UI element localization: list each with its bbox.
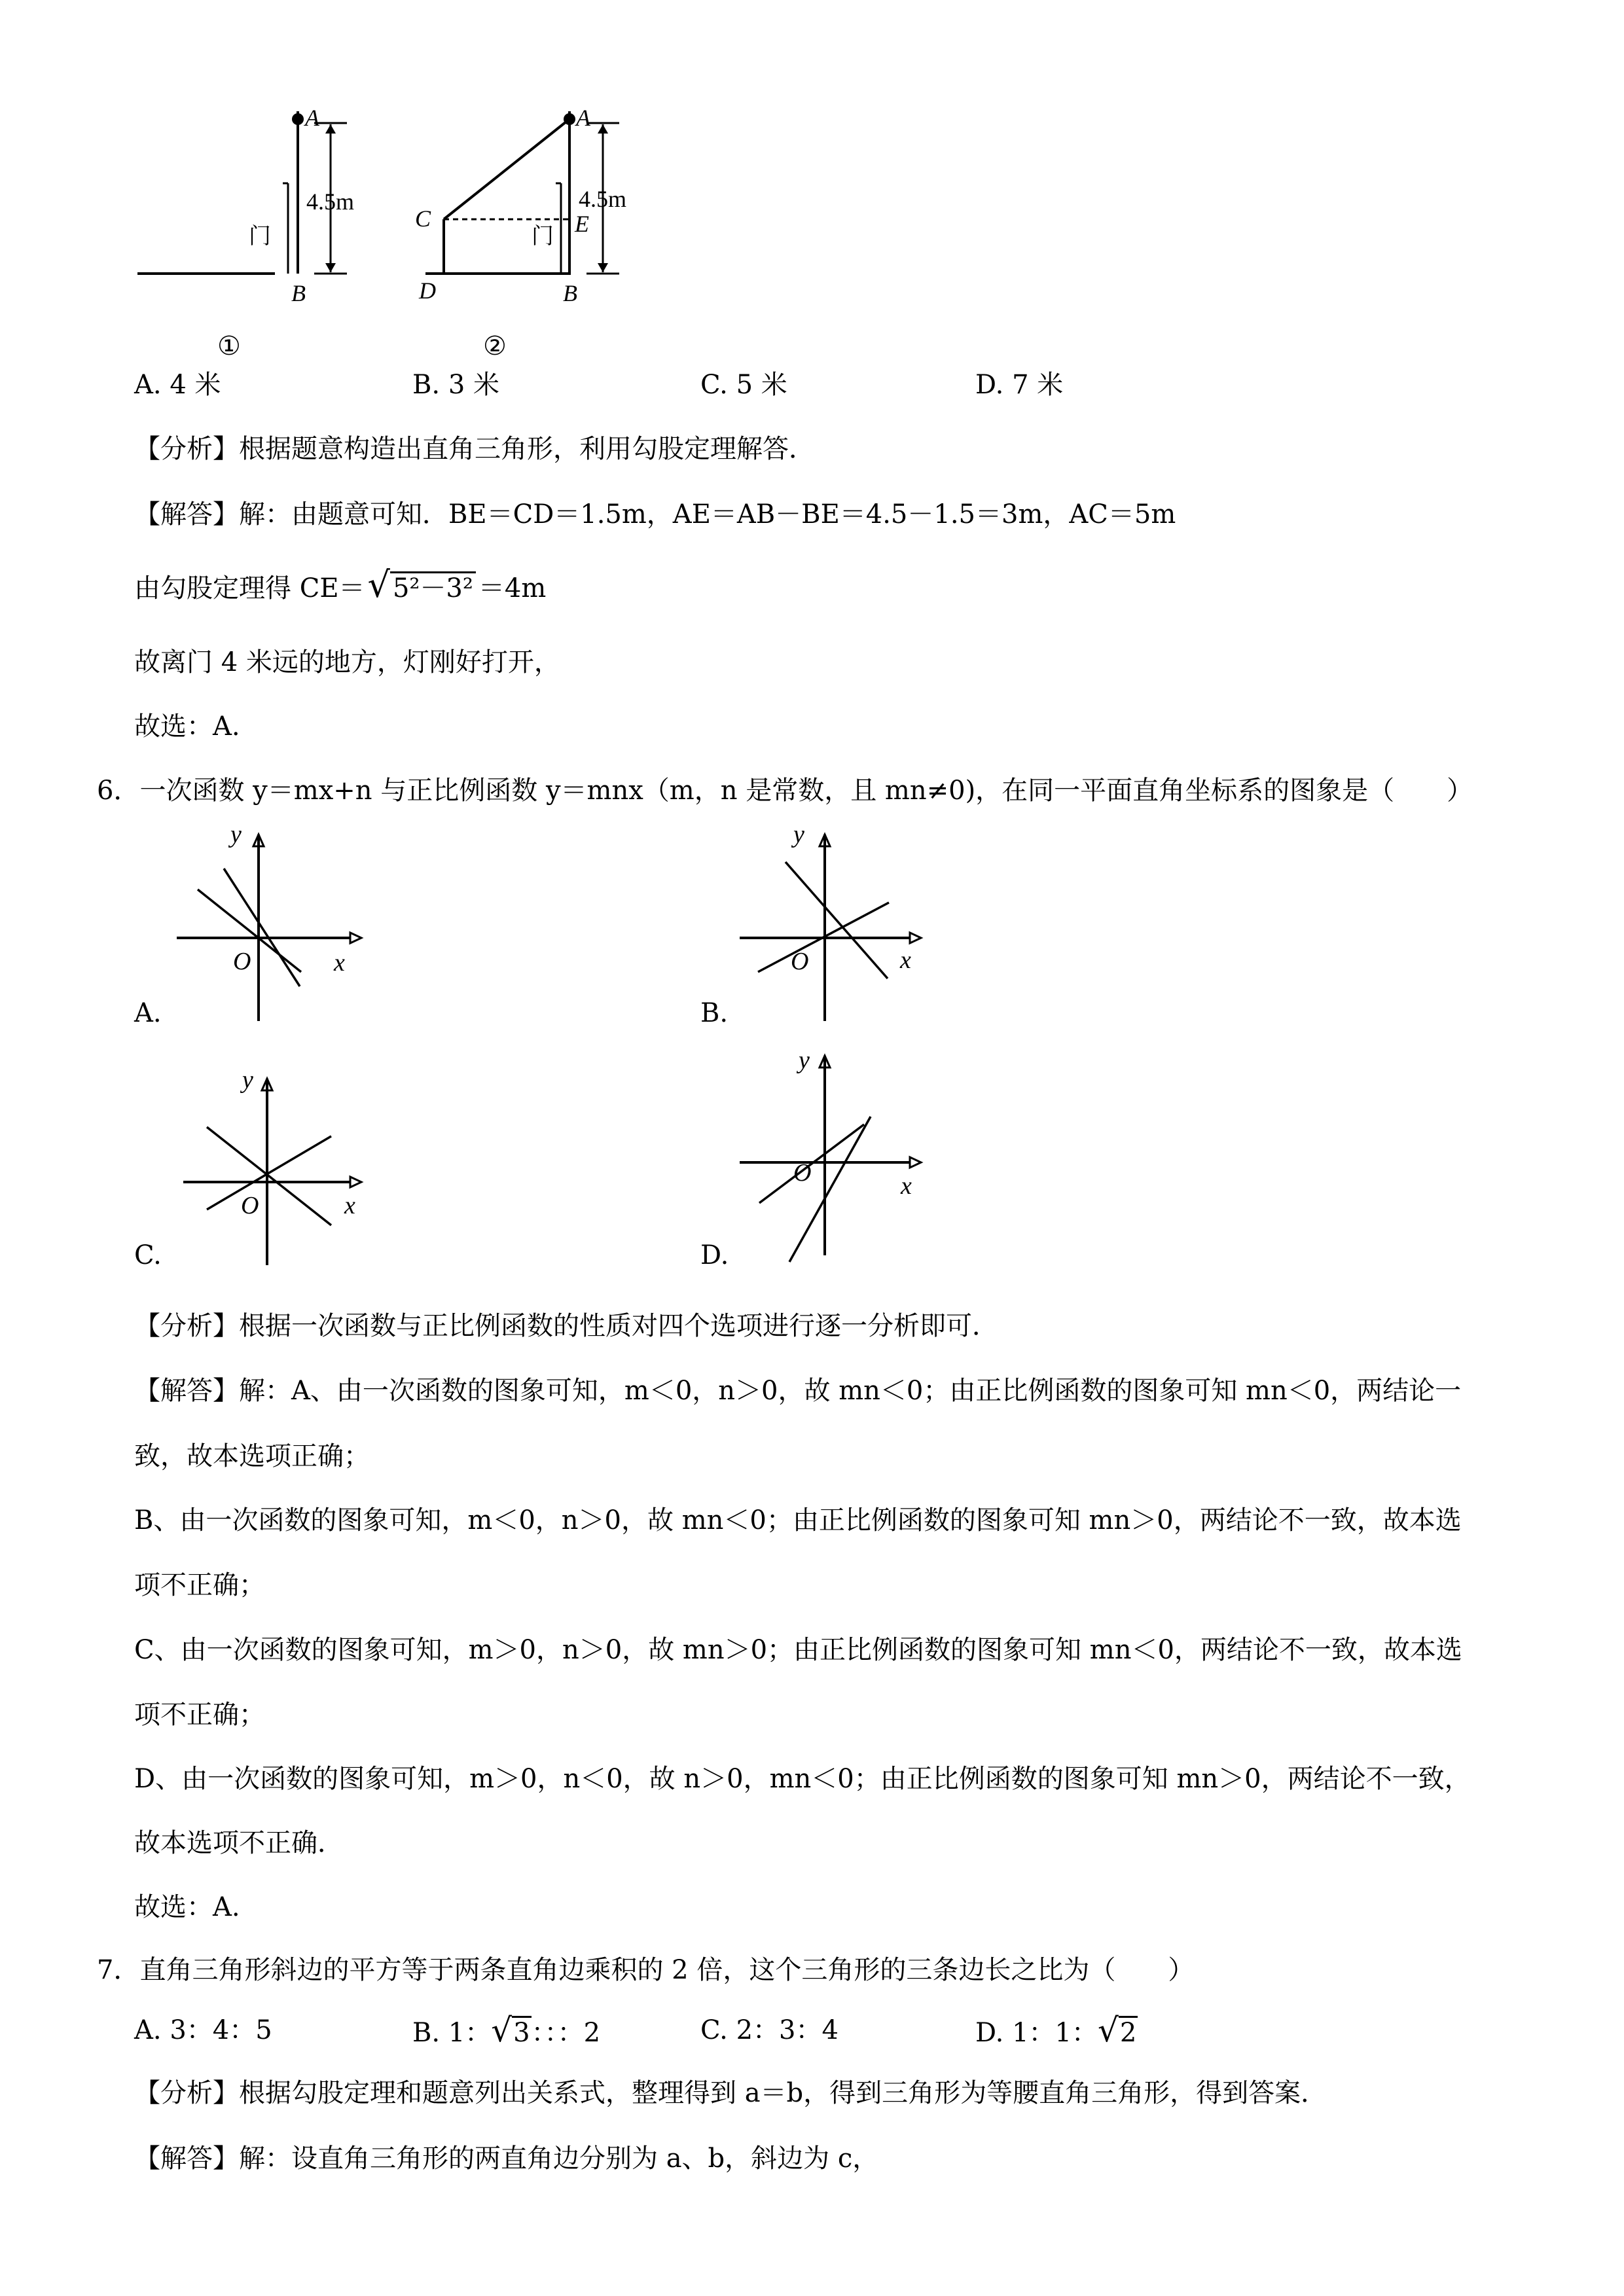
q6-option-c-label: C. [134, 1240, 162, 1270]
graph-c-origin-label: O [241, 1192, 259, 1219]
fig2-label-d: D [419, 278, 436, 304]
q7-option-d-radicand: 2 [1119, 2016, 1138, 2048]
graph-d-y-axis-label: y [799, 1047, 810, 1074]
q7-option-b-prefix: B. 1： [412, 2018, 492, 2048]
graph-a-origin-label: O [233, 948, 251, 975]
q5-figure-2 [406, 105, 655, 367]
q5-option-a: A. 4 米 [134, 370, 221, 400]
q5-option-b: B. 3 米 [412, 370, 499, 400]
q6-solution-line-2: 致，故本选项正确； [134, 1441, 370, 1471]
q5-solution-2-prefix: 由勾股定理得 CE＝ [134, 573, 365, 603]
fig2-label-b: B [563, 280, 577, 306]
q6-solution-line-4: 项不正确； [134, 1570, 265, 1600]
q5-analysis: 【分析】根据题意构造出直角三角形，利用勾股定理解答． [134, 434, 815, 464]
q6-option-b-label: B. [700, 998, 729, 1028]
graph-b-origin-label: O [791, 948, 809, 975]
q6-solution-line-3: B、由一次函数的图象可知，m＜0，n＞0，故 mn＜0；由正比例函数的图象可知 mn＞0，两结论不一致，故本选 [134, 1505, 1462, 1535]
fig2-label-c: C [415, 206, 431, 232]
q7-stem: 7．直角三角形斜边的平方等于两条直角边乘积的 2 倍，这个三角形的三条边长之比为（ ） [97, 1955, 1195, 1985]
q6-answer: 故选：A. [134, 1892, 240, 1922]
q7-option-b-radicand: 3 [512, 2016, 531, 2048]
q6-solution-line-7: D、由一次函数的图象可知，m＞0，n＜0，故 n＞0，mn＜0；由正比例函数的图象可知 mn＞0，两结论不一致， [134, 1764, 1471, 1794]
graph-a-x-axis-label: x [334, 949, 345, 977]
q7-option-c: C. 2：3：4 [700, 2015, 839, 2045]
graph-b-x-axis-label: x [900, 946, 911, 974]
radical-sign: √ [491, 2011, 513, 2049]
q6-solution-line-6: 项不正确； [134, 1700, 265, 1730]
q6-option-a-label: A. [134, 998, 162, 1028]
q5-option-d: D. 7 米 [975, 370, 1064, 400]
graph-d-x-axis-label: x [901, 1172, 912, 1200]
graph-c-y-axis-label: y [242, 1066, 253, 1094]
q6-solution-line-8: 故本选项不正确． [134, 1828, 344, 1858]
fig1-caption: ① [217, 331, 241, 361]
radical-sign: √ [1097, 2011, 1119, 2049]
q5-option-c: C. 5 米 [700, 370, 787, 400]
radical-sign: √ [367, 564, 390, 605]
q5-solution-2-suffix: ＝4m [478, 573, 547, 603]
graph-d-origin-label: O [793, 1159, 812, 1187]
q6-solution-line-5: C、由一次函数的图象可知，m＞0，n＞0，故 mn＞0；由正比例函数的图象可知 mn＜0，两结论不一致，故本选 [134, 1635, 1462, 1665]
q5-answer: 故选：A. [134, 711, 240, 742]
q5-solution-line-2 [134, 564, 547, 607]
fig2-height-label: 4.5m [579, 186, 627, 212]
q6-graph-c [183, 1066, 380, 1275]
q6-stem: 6．一次函数 y＝mx+n 与正比例函数 y＝mnx（m，n 是常数，且 mn≠0)，在同一平面直角坐标系的图象是（ ） [97, 776, 1473, 806]
q6-analysis: 【分析】根据一次函数与正比例函数的性质对四个选项进行逐一分析即可． [134, 1311, 998, 1341]
fig1-door-label: 门 [249, 224, 271, 249]
graph-a-y-axis-label: y [230, 821, 242, 848]
q7-option-a: A. 3：4：5 [134, 2015, 272, 2045]
q7-option-b-suffix: ：：：2 [531, 2018, 601, 2048]
q7-option-d [975, 2012, 1138, 2051]
fig1-height-label: 4.5m [306, 188, 355, 215]
fig2-caption: ② [483, 331, 507, 361]
q6-solution-line-1: 【解答】解：A、由一次函数的图象可知，m＜0，n＞0，故 mn＜0；由正比例函数的图象可知 mn＜0，两结论一 [134, 1376, 1462, 1406]
fig1-label-a: A [305, 105, 319, 131]
q7-solution: 【解答】解：设直角三角形的两直角边分别为 a、b，斜边为 c， [134, 2144, 879, 2174]
q5-figure-1 [131, 105, 367, 367]
q7-analysis: 【分析】根据勾股定理和题意列出关系式，整理得到 a＝b，得到三角形为等腰直角三角形，得到答案． [134, 2078, 1327, 2108]
fig2-label-a: A [576, 105, 590, 131]
q6-graph-b [740, 821, 936, 1031]
q6-option-d-label: D. [700, 1240, 729, 1270]
q6-graph-d [740, 1046, 936, 1268]
graph-b-y-axis-label: y [793, 821, 804, 848]
fig2-label-e: E [575, 211, 589, 237]
q5-solution-line-1: 【解答】解：由题意可知．BE＝CD＝1.5m，AE＝AB－BE＝4.5－1.5＝3m，AC＝5m [134, 499, 1176, 529]
q6-graph-a [177, 821, 373, 1031]
fig1-label-b: B [291, 280, 306, 306]
q7-option-d-prefix: D. 1：1： [975, 2018, 1098, 2048]
graph-c-x-axis-label: x [344, 1192, 355, 1219]
fig2-door-label: 门 [532, 224, 554, 249]
sqrt-expression [367, 564, 476, 607]
q5-solution-line-3: 故离门 4 米远的地方，灯刚好打开， [134, 647, 560, 677]
radicand: 5²－3² [390, 571, 476, 603]
q7-option-b [412, 2012, 600, 2051]
